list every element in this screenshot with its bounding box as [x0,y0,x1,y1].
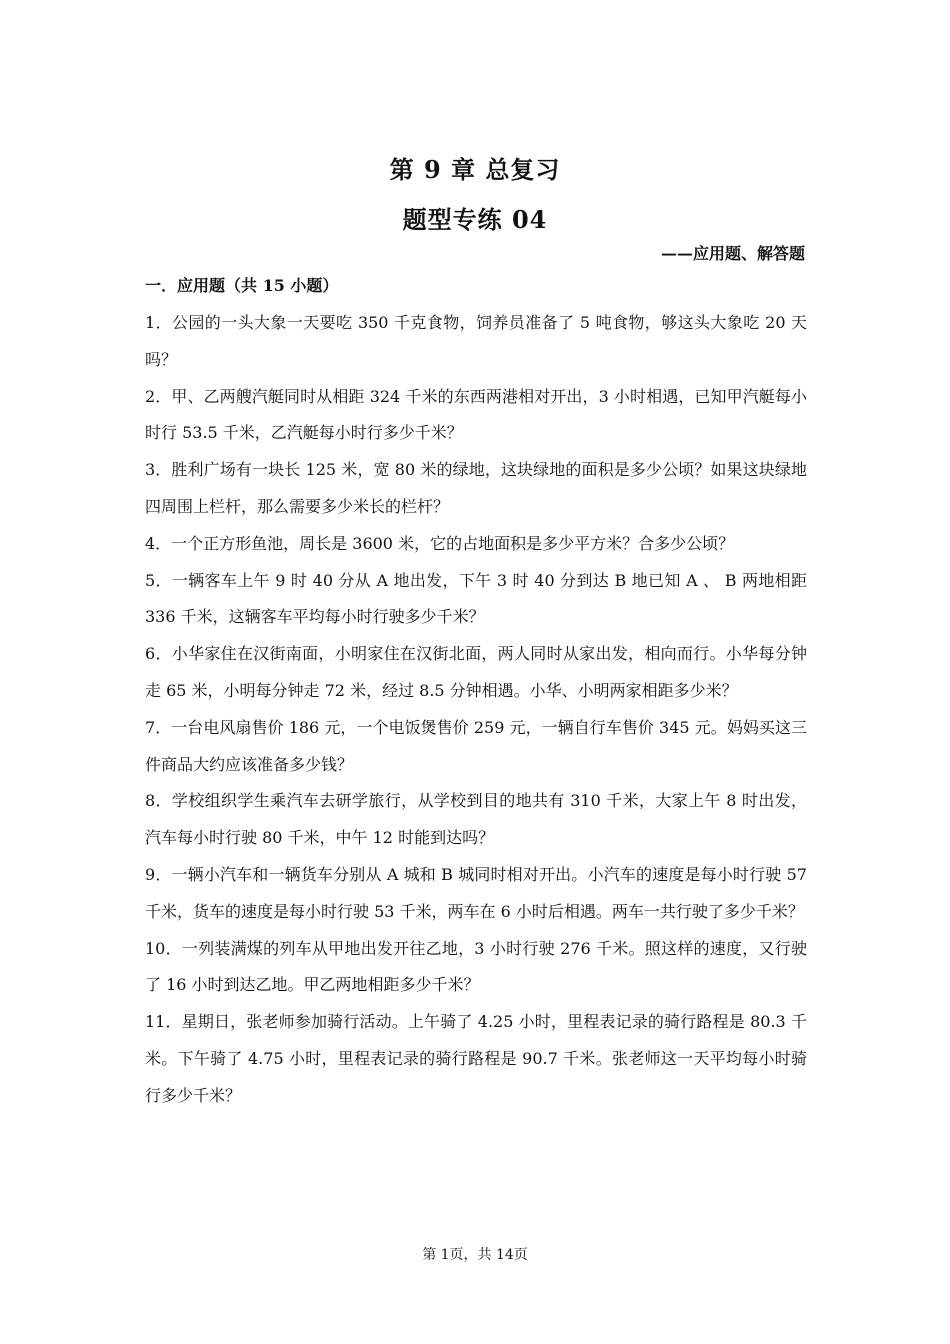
question-list [145,305,807,1115]
question-item: 7．一台电风扇售价 186 元，一个电饭煲售价 259 元，一辆自行车售价 345 元。妈妈买这三件商品大约应该准备多少钱？ [145,717,807,774]
question-item: 9．一辆小汽车和一辆货车分别从 A 城和 B 城同时相对开出。小汽车的速度是每小时行驶 57 千米，货车的速度是每小时行驶 53 千米，两车在 6 小时后相遇。两车一共行驶了多少千米？ [145,864,807,921]
chapter-title: 第 9 章 总复习 [389,155,561,184]
question-item: 3．胜利广场有一块长 125 米，宽 80 米的绿地，这块绿地的面积是多少公顷？如果这块绿地四周围上栏杆，那么需要多少米长的栏杆？ [145,460,807,516]
exercise-title: 题型专练 04 [402,205,548,234]
question-item: 2．甲、乙两艘汽艇同时从相距 324 千米的东西两港相对开出，3 小时相遇，已知甲汽艇每小时行 53.5 千米，乙汽艇每小时行多少千米？ [145,386,807,443]
question-item: 11．星期日，张老师参加骑行活动。上午骑了 4.25 小时，里程表记录的骑行路程是 80.3 千米。下午骑了 4.75 小时，里程表记录的骑行路程是 90.7 千米。张老师这一天平均每小时骑行多少千米？ [145,1012,807,1105]
section-heading: 一．应用题（共 15 小题） [145,276,339,295]
question-item: 5．一辆客车上午 9 时 40 分从 A 地出发，下午 3 时 40 分到达 B 地已知 A 、 B 两地相距 336 千米，这辆客车平均每小时行驶多少千米？ [145,570,807,627]
page-footer: 第 1页，共 14页 [422,1247,528,1263]
category-note: ——应用题、解答题 [660,244,805,263]
question-item: 10．一列装满煤的列车从甲地出发开往乙地，3 小时行驶 276 千米。照这样的速度，又行驶了 16 小时到达乙地。甲乙两地相距多少千米？ [145,938,807,995]
question-item: 1．公园的一头大象一天要吃 350 千克食物，饲养员准备了 5 吨食物，够这头大象吃 20 天吗？ [145,313,807,369]
question-item: 6．小华家住在汉街南面，小明家住在汉街北面，两人同时从家出发，相向而行。小华每分钟走 65 米，小明每分钟走 72 米，经过 8.5 分钟相遇。小华、小明两家相距多少米？ [145,644,807,700]
question-item: 8．学校组织学生乘汽车去研学旅行，从学校到目的地共有 310 千米，大家上午 8 时出发，汽车每小时行驶 80 千米，中午 12 时能到达吗？ [145,791,807,848]
question-item: 4．一个正方形鱼池，周长是 3600 米，它的占地面积是多少平方米？合多少公顷？ [145,533,735,553]
